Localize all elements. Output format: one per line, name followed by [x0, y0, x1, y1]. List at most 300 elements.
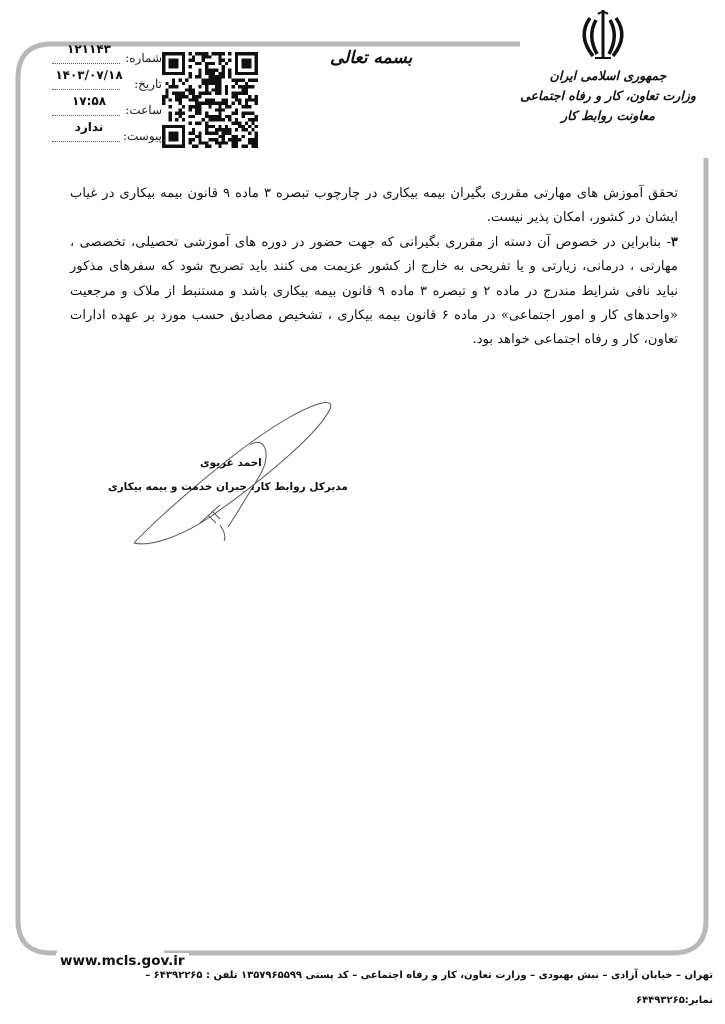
item-text: - بنابراین در خصوص آن دسته از مقرری بگیرانی که جهت حضور در دوره های آموزشی تحصیلی، تخصصی ، مهارتی ، درمانی، زیارتی و یا تفریحی به خارج از کشور عزیمت می کنند باید تصریح شود که سفرهای مذکور نباید نافی شرایط مندرج در ماده ۲ و تبصره ۳ ماده ۹ قانون بیمه بیکاری باشد و مستنبط از ملاک و مرجعیت «واحدهای کار و امور اجتماعی» در ماده ۶ قانون بیمه بیکاری ، تشخیص مصادیق حسب مورد بر عهده ادارات تعاون، کار و رفاه اجتماعی خواهد بود.	[70, 234, 678, 348]
qr-module	[255, 141, 258, 144]
qr-module	[188, 98, 191, 101]
qr-module	[169, 115, 172, 118]
qr-module	[241, 85, 244, 88]
signatory-title: مدیرکل روابط کار، جبران خدمت و بیمه بیکاری	[108, 481, 348, 493]
qr-module	[179, 115, 182, 118]
qr-module	[245, 85, 248, 88]
qr-module	[222, 75, 225, 78]
qr-module	[218, 125, 221, 128]
qr-module	[169, 105, 172, 108]
qr-module	[165, 88, 168, 91]
qr-module	[255, 98, 258, 101]
qr-module	[202, 82, 205, 85]
qr-module	[222, 52, 225, 55]
qr-module	[245, 122, 248, 125]
qr-module	[222, 65, 225, 68]
letter-time-value: ۱۷:۵۸	[71, 94, 107, 108]
qr-module	[248, 138, 251, 141]
qr-module	[218, 135, 221, 138]
qr-module	[218, 52, 221, 55]
letter-number-value: ۱۲۱۱۴۳	[67, 42, 111, 56]
qr-module	[208, 55, 211, 58]
qr-module	[255, 102, 258, 105]
qr-module	[192, 88, 195, 91]
meta-number	[44, 42, 162, 68]
qr-module	[165, 92, 168, 95]
qr-module	[218, 92, 221, 95]
dotted-line	[52, 63, 120, 64]
qr-module	[205, 98, 208, 101]
qr-module	[195, 105, 198, 108]
qr-module	[205, 52, 208, 55]
qr-module	[225, 131, 228, 134]
meta-date	[44, 68, 162, 94]
qr-module	[218, 75, 221, 78]
qr-module	[228, 105, 231, 108]
qr-module	[179, 108, 182, 111]
qr-code-icon	[162, 52, 258, 148]
qr-module	[179, 78, 182, 81]
qr-module	[248, 118, 251, 121]
qr-module	[215, 78, 218, 81]
qr-module	[222, 135, 225, 138]
qr-module	[182, 92, 185, 95]
qr-module	[241, 78, 244, 81]
qr-module	[202, 102, 205, 105]
qr-module	[188, 108, 191, 111]
qr-module	[198, 138, 201, 141]
qr-module	[182, 105, 185, 108]
qr-module	[205, 65, 208, 68]
qr-module	[215, 82, 218, 85]
qr-module	[245, 88, 248, 91]
qr-module	[222, 98, 225, 101]
qr-module	[215, 92, 218, 95]
qr-module	[255, 115, 258, 118]
qr-module	[248, 125, 251, 128]
qr-module	[241, 88, 244, 91]
meta-time	[44, 94, 162, 120]
qr-module	[218, 82, 221, 85]
qr-module	[225, 102, 228, 105]
qr-module	[232, 112, 235, 115]
qr-module	[208, 98, 211, 101]
qr-module	[241, 112, 244, 115]
qr-module	[205, 102, 208, 105]
qr-module	[228, 72, 231, 75]
qr-module	[255, 95, 258, 98]
qr-module	[192, 138, 195, 141]
qr-module	[212, 115, 215, 118]
qr-module	[232, 135, 235, 138]
qr-module	[232, 145, 235, 148]
qr-module	[218, 55, 221, 58]
qr-module	[205, 78, 208, 81]
qr-module	[235, 118, 238, 121]
qr-module	[192, 95, 195, 98]
qr-module	[222, 138, 225, 141]
qr-module	[179, 92, 182, 95]
qr-module	[248, 141, 251, 144]
qr-module	[169, 112, 172, 115]
qr-module	[169, 85, 172, 88]
qr-module	[248, 105, 251, 108]
qr-module	[238, 98, 241, 101]
qr-module	[212, 69, 215, 72]
qr-module	[215, 85, 218, 88]
qr-module	[179, 95, 182, 98]
qr-module	[228, 131, 231, 134]
qr-module	[195, 98, 198, 101]
qr-module	[175, 112, 178, 115]
qr-module	[192, 115, 195, 118]
qr-module	[235, 135, 238, 138]
qr-module	[245, 98, 248, 101]
qr-module	[238, 125, 241, 128]
qr-module	[198, 141, 201, 144]
qr-module	[225, 115, 228, 118]
qr-module	[205, 62, 208, 65]
qr-module	[195, 75, 198, 78]
qr-module	[192, 59, 195, 62]
qr-module	[188, 115, 191, 118]
qr-module	[205, 88, 208, 91]
website-link[interactable]: www.mcls.gov.ir	[56, 953, 189, 969]
qr-module	[205, 69, 208, 72]
qr-module	[205, 72, 208, 75]
qr-module	[251, 145, 254, 148]
qr-module	[175, 95, 178, 98]
qr-module	[212, 88, 215, 91]
qr-module	[212, 98, 215, 101]
qr-module	[235, 78, 238, 81]
qr-module	[188, 122, 191, 125]
qr-module	[195, 108, 198, 111]
qr-module	[241, 145, 244, 148]
iran-emblem-icon	[573, 8, 633, 62]
item-number: ۳	[670, 234, 678, 250]
qr-module	[212, 102, 215, 105]
qr-module	[202, 118, 205, 121]
qr-module	[218, 145, 221, 148]
qr-module	[225, 88, 228, 91]
qr-module	[198, 95, 201, 98]
qr-module	[235, 138, 238, 141]
qr-module	[208, 72, 211, 75]
body-paragraph-1: تحقق آموزش های مهارتی مقرری بگیران بیمه بیکاری در چارچوب تبصره ۳ ماده ۹ قانون بیمه بیکاری در غیاب ایشان در کشور، امکان پذیر نیست.	[70, 186, 678, 226]
qr-module	[212, 138, 215, 141]
qr-module	[192, 145, 195, 148]
letter-date-value: ۱۴۰۳/۰۷/۱۸	[55, 68, 123, 82]
qr-module	[225, 85, 228, 88]
qr-module	[245, 92, 248, 95]
qr-module	[232, 102, 235, 105]
letterhead-frame	[12, 30, 717, 960]
qr-module	[198, 112, 201, 115]
qr-module	[188, 85, 191, 88]
qr-module	[228, 128, 231, 131]
qr-module	[179, 98, 182, 101]
qr-module	[251, 138, 254, 141]
letter-number-label: شماره:	[125, 51, 162, 65]
qr-module	[238, 78, 241, 81]
qr-module	[208, 138, 211, 141]
letter-attachment-label: پیوست:	[122, 129, 162, 143]
qr-module	[241, 92, 244, 95]
qr-module	[255, 138, 258, 141]
qr-module	[208, 105, 211, 108]
qr-module	[235, 98, 238, 101]
qr-module	[222, 118, 225, 121]
qr-module	[205, 128, 208, 131]
qr-module	[222, 69, 225, 72]
dotted-line	[52, 115, 120, 116]
qr-module	[192, 105, 195, 108]
qr-module	[215, 52, 218, 55]
qr-module	[208, 69, 211, 72]
qr-module	[218, 108, 221, 111]
qr-module	[192, 98, 195, 101]
dotted-line	[52, 89, 120, 90]
qr-module	[212, 52, 215, 55]
qr-module	[235, 82, 238, 85]
qr-module	[208, 92, 211, 95]
qr-module	[222, 141, 225, 144]
qr-module	[215, 128, 218, 131]
qr-module	[192, 131, 195, 134]
qr-module	[175, 85, 178, 88]
qr-module	[172, 78, 175, 81]
qr-module	[245, 128, 248, 131]
qr-module	[235, 108, 238, 111]
qr-module	[208, 125, 211, 128]
qr-module	[238, 85, 241, 88]
qr-module	[212, 125, 215, 128]
letter-body	[70, 182, 678, 353]
qr-module	[202, 59, 205, 62]
qr-module	[205, 112, 208, 115]
qr-module	[175, 92, 178, 95]
qr-module	[245, 145, 248, 148]
qr-module	[175, 98, 178, 101]
qr-module	[205, 131, 208, 134]
qr-module	[192, 92, 195, 95]
qr-module	[241, 115, 244, 118]
qr-module	[195, 52, 198, 55]
qr-module	[205, 82, 208, 85]
qr-module	[241, 128, 244, 131]
qr-module	[198, 52, 201, 55]
qr-module	[195, 112, 198, 115]
ministry-heading	[513, 66, 703, 126]
qr-module	[212, 118, 215, 121]
qr-module	[198, 72, 201, 75]
qr-module	[195, 62, 198, 65]
qr-module	[225, 98, 228, 101]
qr-module	[235, 112, 238, 115]
qr-module	[238, 92, 241, 95]
qr-module	[245, 112, 248, 115]
qr-module	[215, 115, 218, 118]
qr-module	[185, 78, 188, 81]
ministry-line-country: جمهوری اسلامی ایران	[549, 68, 667, 83]
qr-module	[215, 138, 218, 141]
qr-module	[228, 118, 231, 121]
qr-module	[198, 62, 201, 65]
qr-module	[198, 122, 201, 125]
qr-module	[212, 62, 215, 65]
qr-module	[208, 78, 211, 81]
qr-module	[208, 115, 211, 118]
qr-module	[188, 65, 191, 68]
qr-module	[225, 141, 228, 144]
qr-module	[205, 125, 208, 128]
qr-module	[198, 105, 201, 108]
qr-module	[162, 98, 165, 101]
qr-module	[218, 72, 221, 75]
qr-module	[225, 92, 228, 95]
qr-module	[202, 52, 205, 55]
qr-module	[228, 115, 231, 118]
qr-module	[235, 92, 238, 95]
letter-date-label: تاریخ:	[134, 77, 162, 91]
signatory-name: احمد غریوی	[200, 457, 262, 469]
qr-module	[218, 118, 221, 121]
qr-module	[225, 125, 228, 128]
qr-module	[198, 69, 201, 72]
qr-module	[232, 141, 235, 144]
qr-module	[195, 95, 198, 98]
qr-module	[251, 141, 254, 144]
qr-module	[195, 102, 198, 105]
qr-module	[251, 85, 254, 88]
qr-module	[195, 122, 198, 125]
qr-module	[205, 145, 208, 148]
qr-module	[251, 78, 254, 81]
qr-module	[202, 141, 205, 144]
qr-module	[232, 95, 235, 98]
qr-module	[215, 118, 218, 121]
qr-module	[218, 102, 221, 105]
qr-module	[218, 78, 221, 81]
qr-module	[215, 88, 218, 91]
qr-module	[198, 85, 201, 88]
qr-module	[212, 72, 215, 75]
qr-module	[202, 92, 205, 95]
qr-module	[165, 95, 168, 98]
qr-module	[255, 135, 258, 138]
qr-module	[228, 69, 231, 72]
qr-module	[225, 105, 228, 108]
letter-meta	[44, 42, 162, 146]
qr-module	[218, 88, 221, 91]
qr-module	[228, 59, 231, 62]
qr-module	[241, 59, 251, 69]
qr-module	[218, 62, 221, 65]
qr-module	[235, 95, 238, 98]
qr-module	[222, 131, 225, 134]
qr-module	[208, 145, 211, 148]
qr-module	[188, 59, 191, 62]
qr-module	[235, 141, 238, 144]
qr-module	[195, 145, 198, 148]
qr-module	[228, 138, 231, 141]
qr-module	[232, 78, 235, 81]
qr-module	[251, 98, 254, 101]
qr-module	[188, 92, 191, 95]
qr-module	[185, 95, 188, 98]
qr-module	[248, 85, 251, 88]
qr-module	[232, 138, 235, 141]
qr-module	[205, 92, 208, 95]
qr-module	[215, 69, 218, 72]
qr-module	[228, 75, 231, 78]
qr-module	[188, 88, 191, 91]
qr-module	[202, 78, 205, 81]
qr-module	[208, 131, 211, 134]
qr-module	[198, 108, 201, 111]
qr-module	[188, 72, 191, 75]
qr-module	[182, 82, 185, 85]
footer-address: تهران – خیابان آزادی – نبش بهبودی – وزارت تعاون، کار و رفاه اجتماعی – کد پستی ۱۳۵۷۹۶۵۵۹۹ تلفن : ۶۴۳۹۲۲۶۵ –	[145, 970, 713, 981]
meta-attachment	[44, 120, 162, 146]
qr-module	[238, 102, 241, 105]
qr-module	[238, 122, 241, 125]
qr-module	[169, 98, 172, 101]
qr-module	[241, 105, 244, 108]
qr-module	[202, 55, 205, 58]
qr-module	[251, 118, 254, 121]
qr-module	[208, 82, 211, 85]
qr-module	[255, 145, 258, 148]
qr-module	[248, 98, 251, 101]
qr-module	[215, 131, 218, 134]
qr-module	[245, 102, 248, 105]
qr-module	[222, 108, 225, 111]
qr-module	[235, 145, 238, 148]
qr-module	[222, 102, 225, 105]
qr-module	[218, 85, 221, 88]
qr-module	[255, 131, 258, 134]
qr-module	[248, 78, 251, 81]
qr-module	[251, 122, 254, 125]
qr-module	[208, 102, 211, 105]
qr-module	[198, 135, 201, 138]
letter-attachment-value: ندارد	[74, 120, 104, 134]
qr-module	[205, 55, 208, 58]
qr-module	[198, 92, 201, 95]
qr-module	[255, 118, 258, 121]
qr-module	[241, 125, 244, 128]
qr-module	[235, 128, 238, 131]
qr-module	[218, 128, 221, 131]
qr-module	[182, 95, 185, 98]
qr-module	[215, 75, 218, 78]
qr-module	[198, 102, 201, 105]
qr-module	[182, 112, 185, 115]
qr-module	[222, 59, 225, 62]
qr-module	[218, 112, 221, 115]
qr-module	[212, 78, 215, 81]
dotted-line	[52, 141, 120, 142]
qr-module	[255, 125, 258, 128]
body-item-3	[70, 231, 678, 353]
qr-module	[208, 62, 211, 65]
qr-module	[169, 118, 172, 121]
qr-module	[165, 82, 168, 85]
qr-module	[179, 102, 182, 105]
qr-module	[205, 115, 208, 118]
